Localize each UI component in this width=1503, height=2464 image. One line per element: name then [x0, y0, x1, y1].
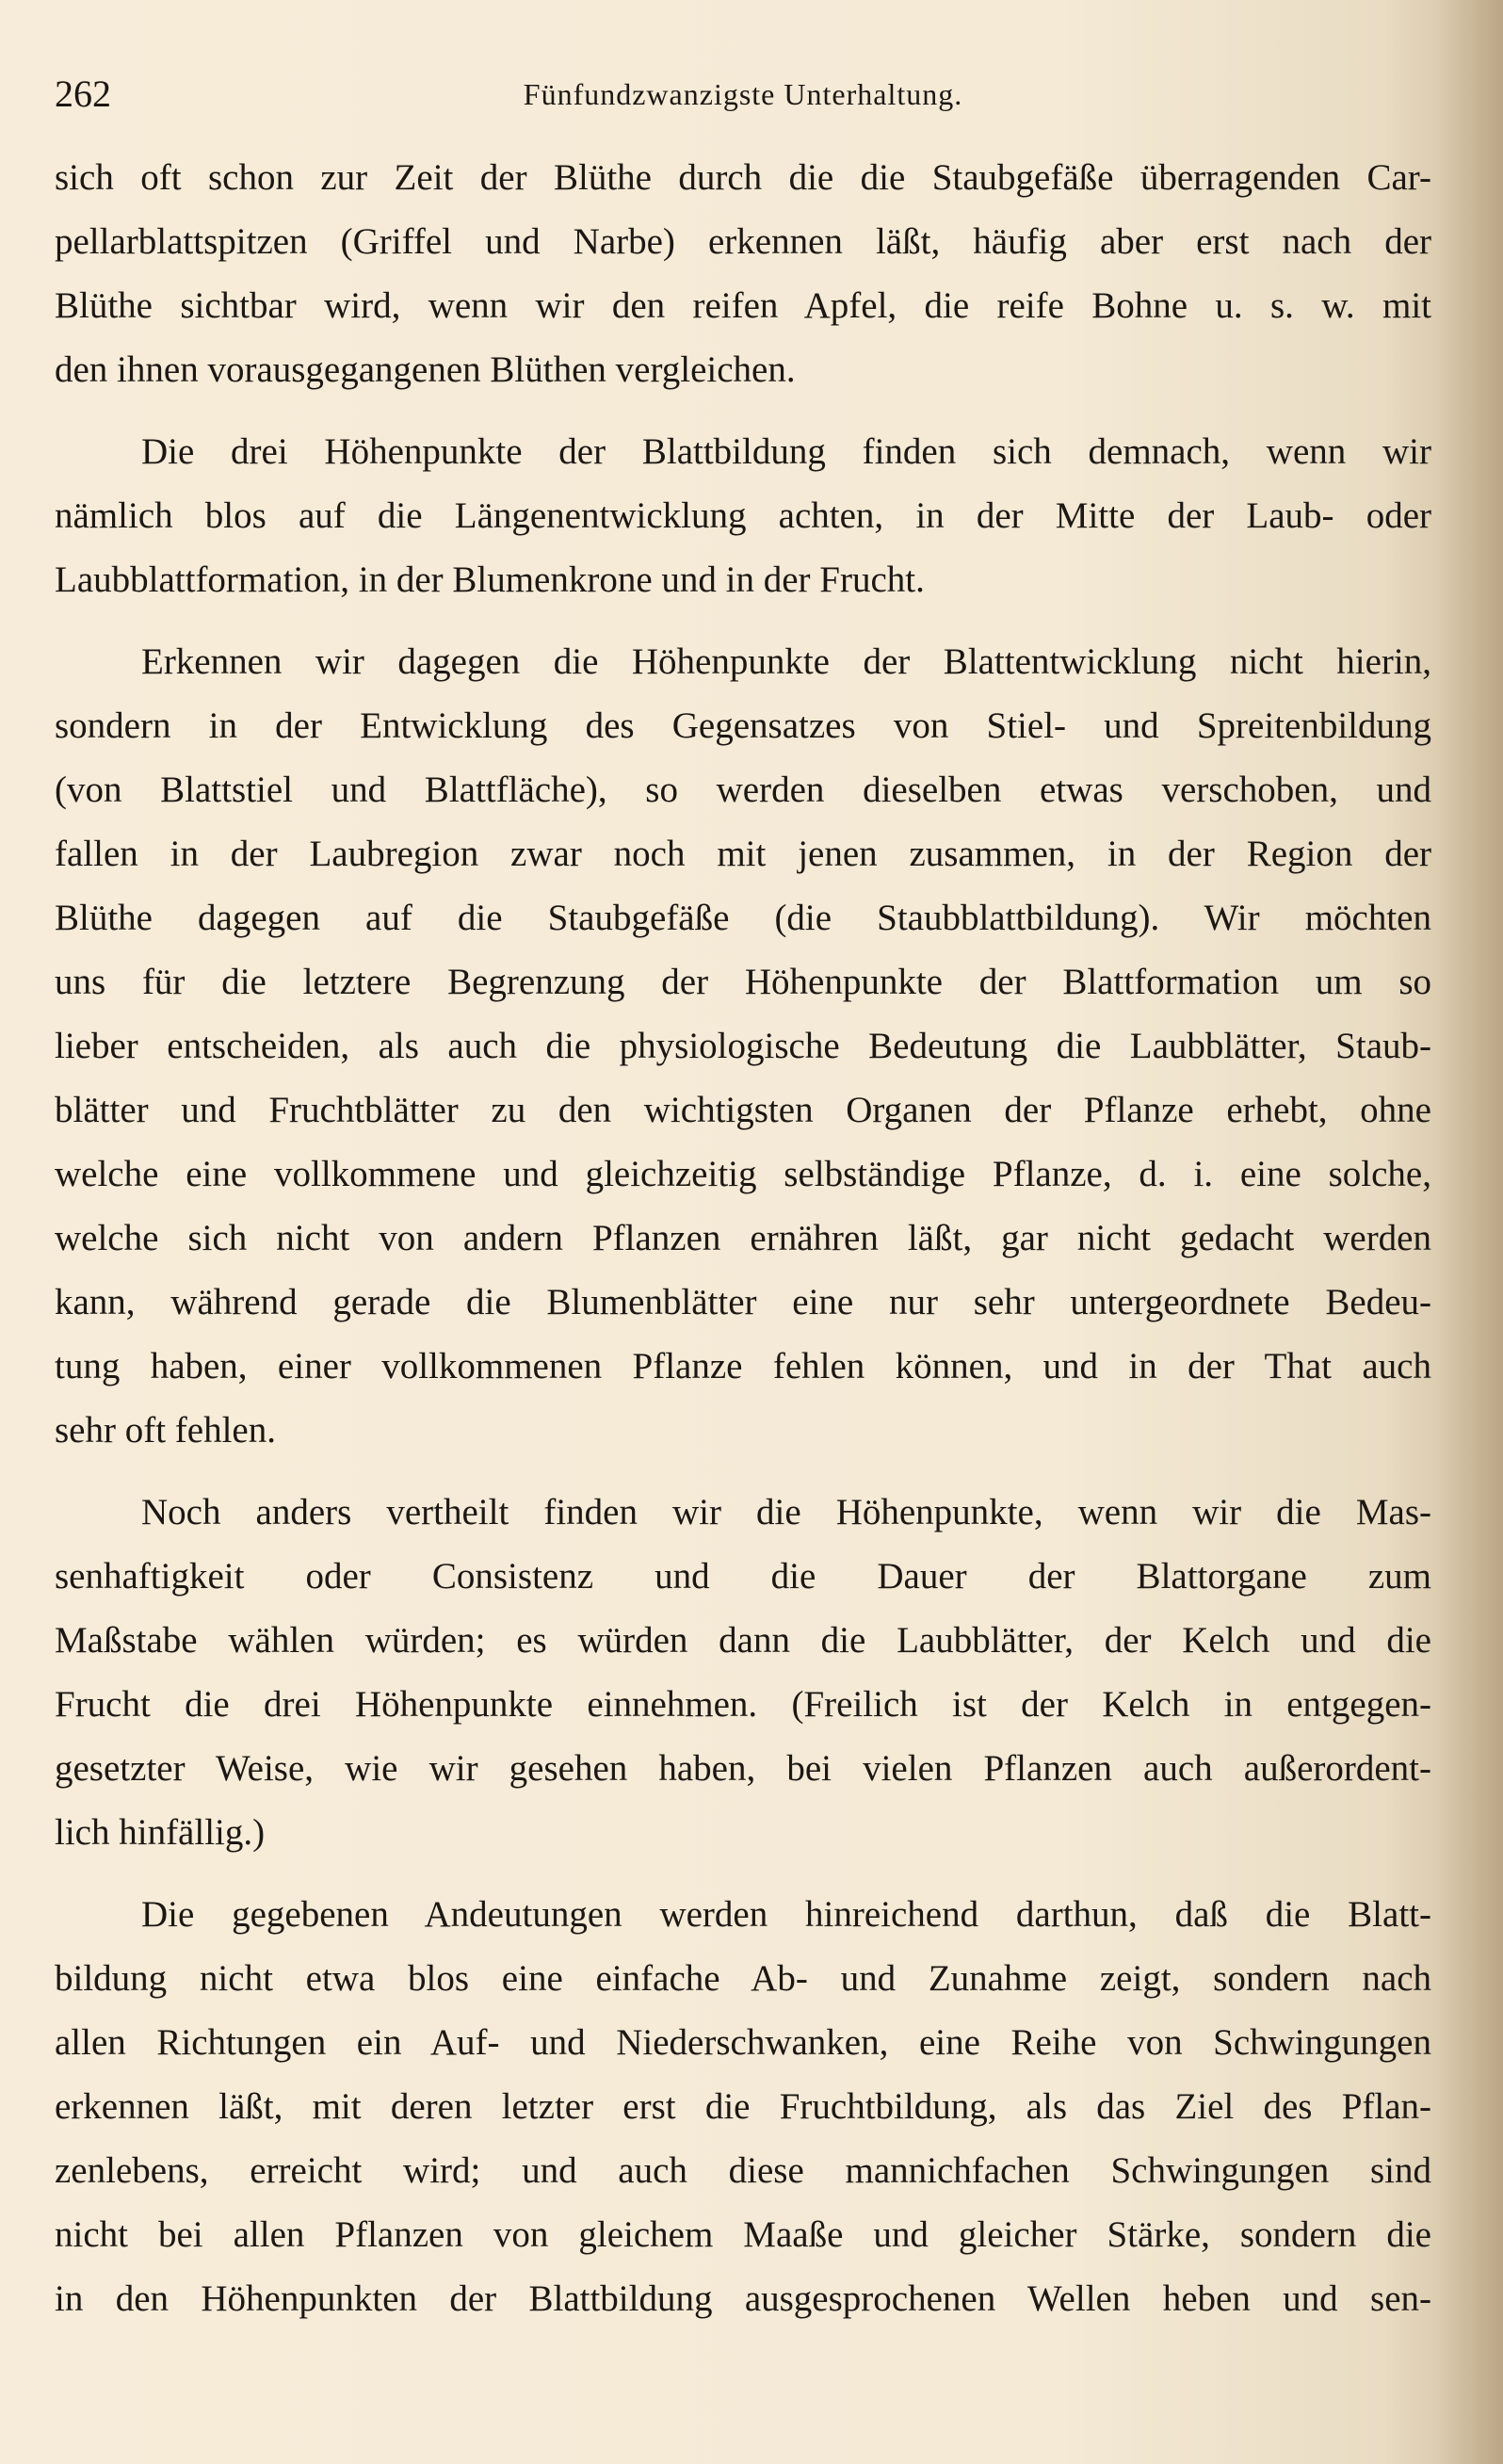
text-line: tung haben, einer vollkommenen Pflanze fehlen können, und in der That auch — [55, 1346, 1431, 1386]
text-line: sondern in der Entwicklung des Gegensatzes von Stiel- und Spreitenbildung — [55, 705, 1431, 746]
page-header — [55, 66, 1431, 122]
text-line: lieber entscheiden, als auch die physiologische Bedeutung die Laubblätter, Staub- — [55, 1026, 1431, 1066]
text-line: den ihnen vorausgegangenen Blüthen vergleichen. — [55, 349, 796, 390]
text-line: kann, während gerade die Blumenblätter eine nur sehr untergeordnete Bedeu- — [55, 1282, 1431, 1322]
text-line: Die gegebenen Andeutungen werden hinreichend darthun, daß die Blatt- — [141, 1894, 1431, 1935]
text-line: Maßstabe wählen würden; es würden dann die Laubblätter, der Kelch und die — [55, 1620, 1431, 1661]
text-line: nicht bei allen Pflanzen von gleichem Maaße und gleicher Stärke, sondern die — [55, 2214, 1431, 2255]
paragraph-3 — [55, 630, 1431, 1463]
text-line: allen Richtungen ein Auf- und Niederschwanken, eine Reihe von Schwingungen — [55, 2022, 1431, 2063]
paragraph-2 — [55, 420, 1431, 612]
text-line: Blüthe dagegen auf die Staubgefäße (die Staubblattbildung). Wir möchten — [55, 898, 1431, 938]
text-line: fallen in der Laubregion zwar noch mit jenen zusammen, in der Region der — [55, 834, 1431, 874]
text-line: nämlich blos auf die Längenentwicklung achten, in der Mitte der Laub- oder — [55, 495, 1431, 536]
page-edge-shadow — [1437, 0, 1503, 2464]
text-line: Die drei Höhenpunkte der Blattbildung finden sich demnach, wenn wir — [141, 431, 1431, 472]
text-line: Erkennen wir dagegen die Höhenpunkte der Blattentwicklung nicht hierin, — [141, 641, 1431, 682]
text-line: welche sich nicht von andern Pflanzen ernähren läßt, gar nicht gedacht werden — [55, 1218, 1431, 1258]
text-line: sich oft schon zur Zeit der Blüthe durch die die Staubgefäße überragenden Car- — [55, 157, 1431, 198]
text-line: Frucht die drei Höhenpunkte einnehmen. (Freilich ist der Kelch in entgegen- — [55, 1684, 1431, 1725]
paragraph-1 — [55, 146, 1431, 402]
page-body — [55, 146, 1431, 2349]
text-line: gesetzter Weise, wie wir gesehen haben, bei vielen Pflanzen auch außerordent- — [55, 1748, 1431, 1789]
text-line: erkennen läßt, mit deren letzter erst die Fruchtbildung, als das Ziel des Pflan- — [55, 2086, 1431, 2127]
text-line: uns für die letztere Begrenzung der Höhenpunkte der Blattformation um so — [55, 962, 1431, 1002]
text-line: senhaftigkeit oder Consistenz und die Dauer der Blattorgane zum — [55, 1556, 1431, 1597]
text-line: lich hinfällig.) — [55, 1812, 266, 1853]
text-line: Blüthe sichtbar wird, wenn wir den reifen Apfel, die reife Bohne u. s. w. mit — [55, 285, 1431, 326]
text-line: welche eine vollkommene und gleichzeitig selbständige Pflanze, d. i. eine solche, — [55, 1154, 1431, 1194]
text-line: zenlebens, erreicht wird; und auch diese mannichfachen Schwingungen sind — [55, 2150, 1431, 2191]
text-line: blätter und Fruchtblätter zu den wichtigsten Organen der Pflanze erhebt, ohne — [55, 1090, 1431, 1130]
text-line: (von Blattstiel und Blattfläche), so werden dieselben etwas verschoben, und — [55, 770, 1431, 810]
text-line: pellarblattspitzen (Griffel und Narbe) erkennen läßt, häufig aber erst nach der — [55, 221, 1431, 262]
text-line: Noch anders vertheilt finden wir die Höhenpunkte, wenn wir die Mas- — [141, 1492, 1431, 1532]
text-line: Laubblattformation, in der Blumenkrone und in der Frucht. — [55, 559, 925, 600]
paragraph-5 — [55, 1883, 1431, 2331]
running-title: Fünfundzwanzigste Unterhaltung. — [523, 77, 963, 111]
text-line: in den Höhenpunkten der Blattbildung ausgesprochenen Wellen heben und sen- — [55, 2278, 1431, 2319]
paragraph-4 — [55, 1481, 1431, 1865]
text-line: sehr oft fehlen. — [55, 1410, 276, 1451]
text-line: bildung nicht etwa blos eine einfache Ab- und Zunahme zeigt, sondern nach — [55, 1958, 1431, 1999]
page-number: 262 — [55, 73, 111, 115]
